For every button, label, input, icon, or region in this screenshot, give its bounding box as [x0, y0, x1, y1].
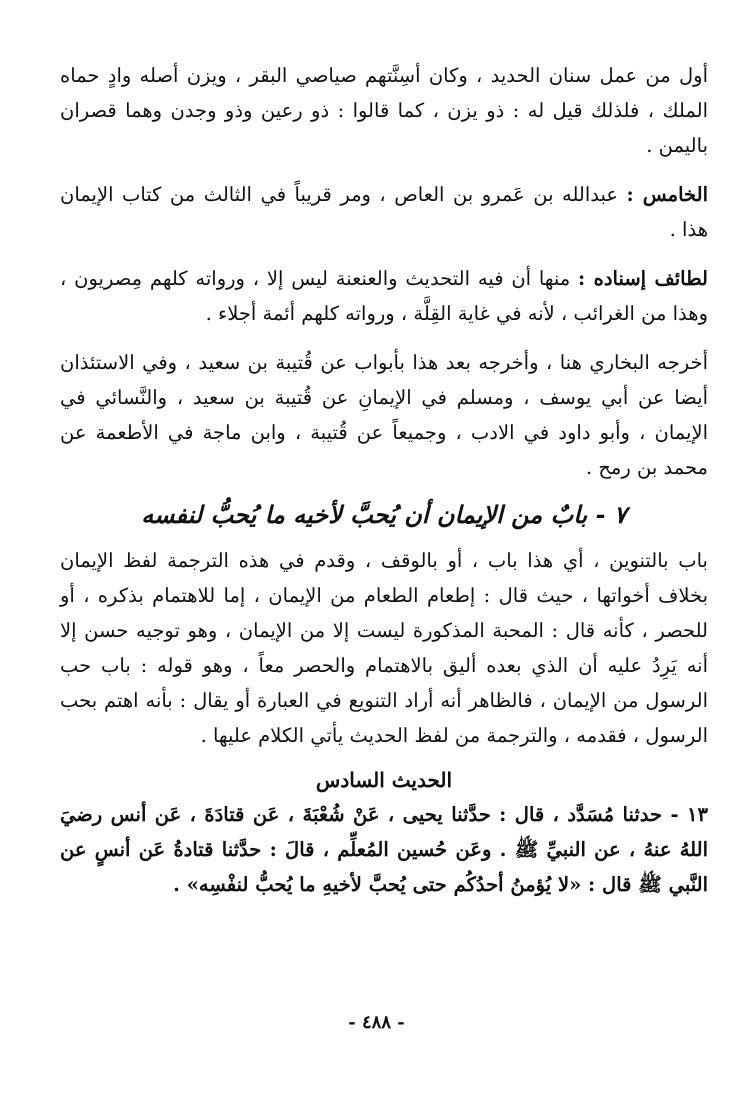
document-page	[60, 58, 708, 1058]
section-heading: الحديث السادس	[315, 768, 453, 792]
paragraph-isnad-subtleties	[60, 261, 708, 331]
isnad-subtleties-text: منها أن فيه التحديث والعنعنة ليس إلا ، ورواته كلهم مِصريون ، وهذا من الغرائب ، لأنه في غاية القِلَّة ، ورواته كلهم أئمة أجلاء .	[60, 267, 708, 325]
paragraph-dhu-yazan: أول من عمل سنان الحديد ، وكان أسِنَّتهم صياصي البقر ، ويزن أصله وادٍ حماه الملك ، فلذلك قيل له : ذو يزن ، كما قالوا : ذو رعين وذو وجدن وهما قصران باليمن .	[60, 64, 708, 157]
chapter-title: ٧ - بابٌ من الإيمان أن يُحبَّ لأخيه ما يُحبُّ لنفسه	[141, 500, 627, 529]
paragraph-chapter-commentary: باب بالتنوين ، أي هذا باب ، أو بالوقف ، وقدم في هذه الترجمة لفظ الإيمان بخلاف أخواتها ، حيث قال : إطعام الطعام من الإيمان ، إما للاهتمام بذكره ، أو للحصر ، كأنه قال : المحبة المذكورة ليست إلا من الإيمان ، وهو توجيه حسن إلا أنه يَرِدُ عليه أن الذي بعده أليق بالاهتمام والحصر معاً ، وهو قوله : باب حب الرسول من الإيمان ، فالظاهر أنه أراد التنويع في العبارة أو يقال : بأنه اهتم بحب الرسول ، فقدمه ، والترجمة من لفظ الحديث يأتي الكلام عليها .	[60, 549, 708, 747]
paragraph-takhrij: أخرجه البخاري هنا ، وأخرجه بعد هذا بأبواب عن قُتيبة بن سعيد ، وفي الاستئذان أيضا عن أبي يوسف ، ومسلم في الإيمانِ عن قُتيبة بن سعيد ، والنَّسائي في الإيمان ، وأبو داود في الادب ، وجميعاً عن قُتيبة ، وابن ماجة في الأطعمة عن محمد بن رمح .	[60, 351, 708, 479]
paragraph-fifth-narrator	[60, 177, 708, 247]
page-number: - ٤٨٨ -	[348, 1012, 405, 1033]
isnad-subtleties-label: لطائف إسناده :	[578, 267, 708, 290]
fifth-narrator-label: الخامس :	[626, 183, 708, 206]
fifth-narrator-text: عبدالله بن عَمرو بن العاص ، ومر قريباً في الثالث من كتاب الإيمان هذا .	[60, 183, 708, 241]
hadith-text: ١٣ - حدثنا مُسَدَّد ، قال : حدَّثنا يحيى ، عَنْ شُعْبَةَ ، عَن قتادَةَ ، عَن أنس رضيَ اللهُ عنهُ ، عن النبيِّ ﷺ . وعَن حُسين المُعلِّم ، قالَ : حدَّثنا قتادةُ عَن أنسٍ عن النَّبي ﷺ قال : «لا يُؤمنُ أحدُكُم حتى يُحبَّ لأخيهِ ما يُحبُّ لنفْسِه» .	[60, 803, 708, 896]
